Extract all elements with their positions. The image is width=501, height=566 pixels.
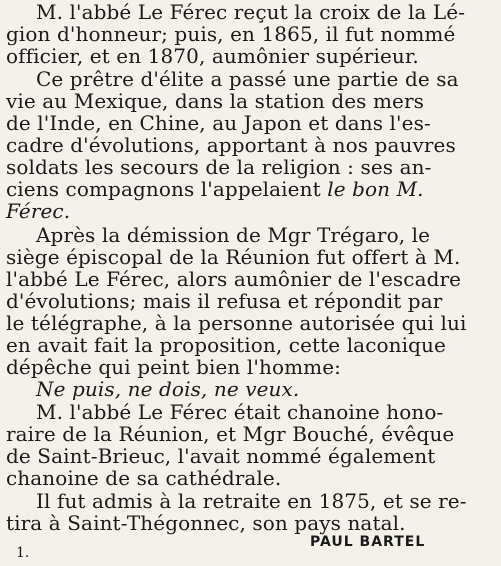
author-signature: PAUL BARTEL: [310, 534, 426, 550]
text-line: soldats les secours de la religion : ses an-: [6, 155, 432, 179]
text-line: l'abbé Le Férec, alors aumônier de l'escadre: [6, 267, 462, 291]
text-line: de Saint-Brieuc, l'avait nommé également: [6, 444, 436, 468]
margin-mark: 1.: [16, 545, 30, 561]
text-line: Il fut admis à la retraite en 1875, et se re-: [36, 489, 467, 513]
text-line: M. l'abbé Le Férec reçut la croix de la Lé-: [36, 0, 466, 24]
text-line: dépêche qui peint bien l'homme:: [6, 355, 341, 379]
quoted-telegram: Ne puis, ne dois, ne veux.: [36, 377, 300, 401]
text-fragment: ciens compagnons l'appelaient: [6, 177, 321, 201]
text-line: tira à Saint-Thégonnec, son pays natal.: [6, 511, 406, 535]
text-line: gion d'honneur; puis, en 1865, il fut nommé: [6, 22, 456, 46]
text-line: siège épiscopal de la Réunion fut offert à M.: [6, 245, 461, 269]
text-line: cadre d'évolutions, apportant à nos pauvres: [6, 133, 456, 157]
text-line: M. l'abbé Le Férec était chanoine hono-: [36, 400, 444, 424]
text-line: de l'Inde, en Chine, au Japon et dans l'es-: [6, 111, 431, 135]
text-line: chanoine de sa cathédrale.: [6, 466, 282, 490]
text-line: [6, 178, 424, 200]
text-line: le télégraphe, à la personne autorisée qui lui: [6, 311, 467, 335]
text-line: vie au Mexique, dans la station des mers: [6, 89, 425, 113]
text-line: Férec.: [6, 199, 71, 223]
text-line: raire de la Réunion, et Mgr Bouché, évêque: [6, 422, 455, 446]
text-line: officier, et en 1870, aumônier supérieur.: [6, 44, 419, 68]
text-line: en avait fait la proposition, cette laconique: [6, 333, 446, 357]
italic-phrase: le bon M.: [327, 177, 424, 201]
text-line: Ce prêtre d'élite a passé une partie de sa: [36, 67, 459, 91]
text-line: d'évolutions; mais il refusa et répondit par: [6, 289, 443, 313]
text-line: Après la démission de Mgr Trégaro, le: [36, 223, 431, 247]
